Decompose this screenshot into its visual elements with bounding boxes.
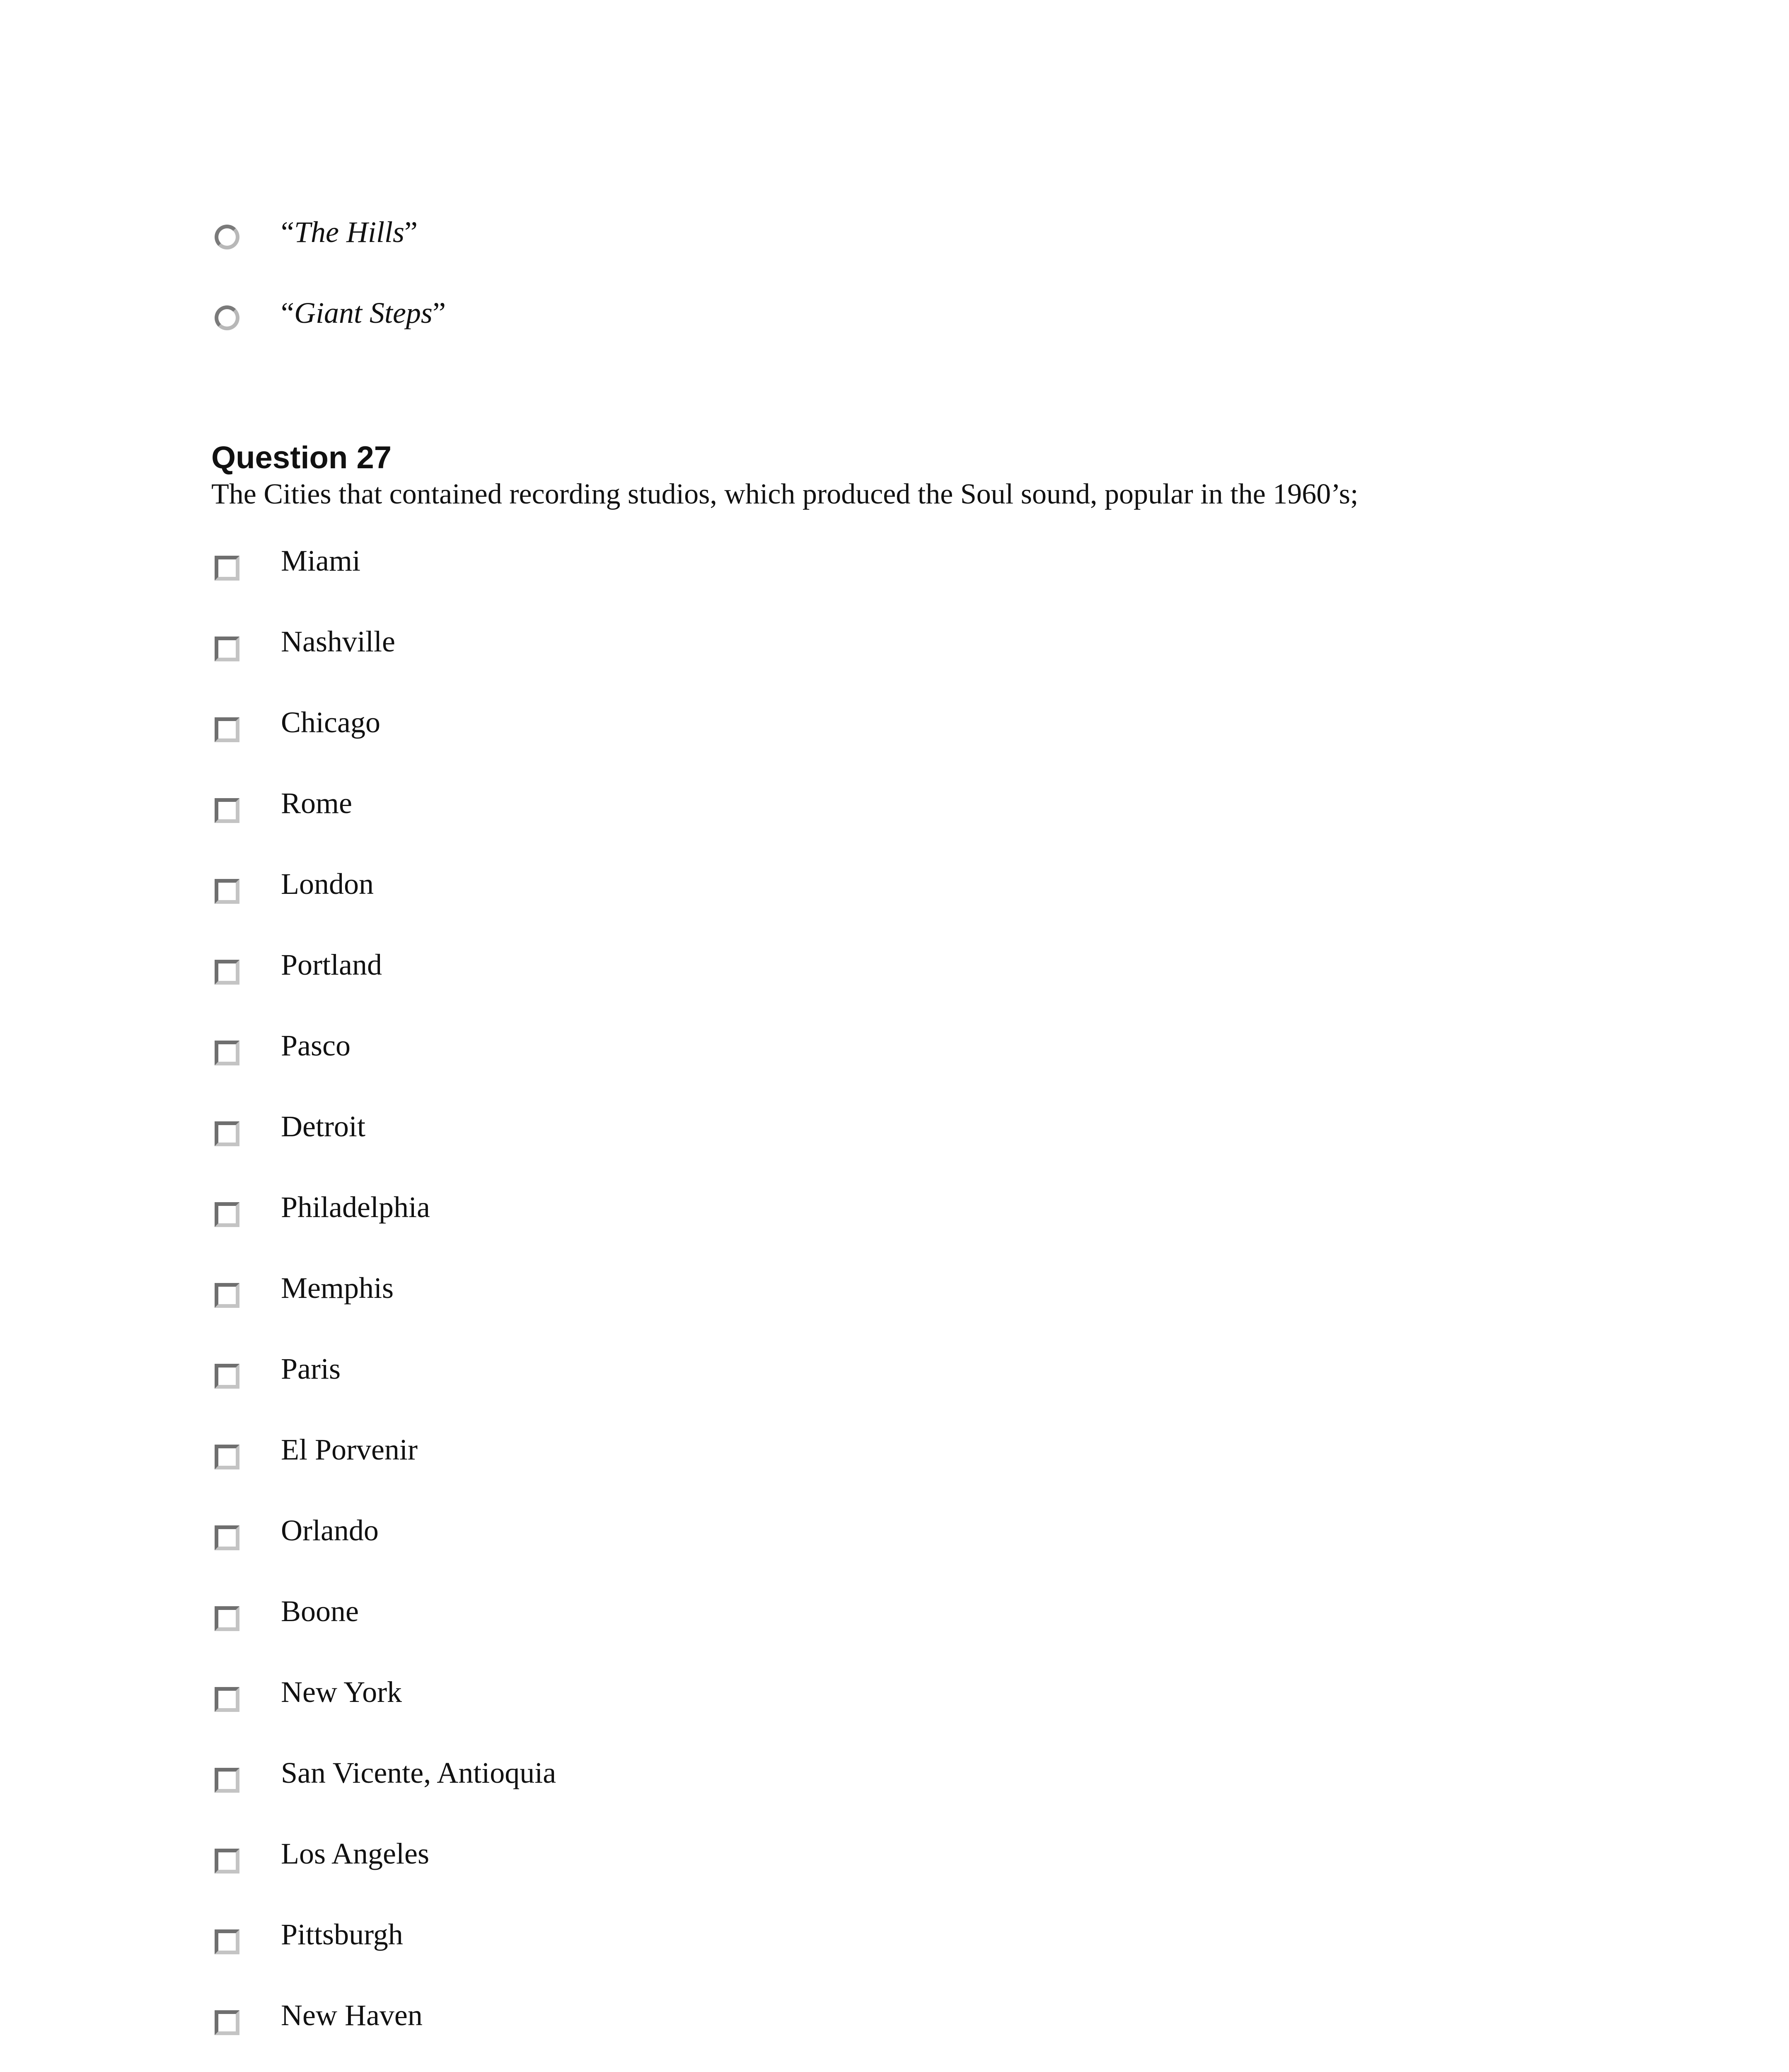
checkbox-option-label: Pittsburgh bbox=[281, 1918, 403, 1951]
checkbox-option[interactable] bbox=[215, 1267, 1209, 1348]
checkbox-icon[interactable] bbox=[215, 1283, 239, 1308]
checkbox-option[interactable] bbox=[215, 1429, 1209, 1510]
checkbox-option-label: Philadelphia bbox=[281, 1191, 430, 1224]
checkbox-option-label: New Haven bbox=[281, 1999, 423, 2032]
checkbox-option-label: Chicago bbox=[281, 706, 380, 739]
checkbox-icon[interactable] bbox=[215, 637, 239, 661]
radio-option-the-hills[interactable] bbox=[215, 211, 1043, 261]
checkbox-option[interactable] bbox=[215, 782, 1209, 863]
checkbox-option-label: Detroit bbox=[281, 1110, 365, 1143]
checkbox-icon[interactable] bbox=[215, 1445, 239, 1469]
checkbox-option-label: Miami bbox=[281, 544, 360, 577]
checkbox-option-label: London bbox=[281, 867, 374, 900]
checkbox-icon[interactable] bbox=[215, 556, 239, 581]
checkbox-option[interactable] bbox=[215, 1106, 1209, 1186]
checkbox-icon[interactable] bbox=[215, 2010, 239, 2035]
checkbox-icon[interactable] bbox=[215, 1202, 239, 1227]
checkbox-icon[interactable] bbox=[215, 1606, 239, 1631]
checkbox-option[interactable] bbox=[215, 944, 1209, 1025]
checkbox-option-label: Paris bbox=[281, 1352, 341, 1385]
checkbox-icon[interactable] bbox=[215, 1121, 239, 1146]
checkbox-icon[interactable] bbox=[215, 1687, 239, 1712]
checkbox-option[interactable] bbox=[215, 1995, 1209, 2072]
question-title: Question 27 bbox=[211, 440, 392, 475]
answer-options-list bbox=[215, 540, 1209, 2072]
checkbox-option[interactable] bbox=[215, 1590, 1209, 1671]
checkbox-option[interactable] bbox=[215, 1510, 1209, 1590]
checkbox-option[interactable] bbox=[215, 702, 1209, 782]
radio-option-label: “Giant Steps” bbox=[281, 296, 446, 329]
checkbox-icon[interactable] bbox=[215, 1929, 239, 1954]
checkbox-icon[interactable] bbox=[215, 717, 239, 742]
checkbox-icon[interactable] bbox=[215, 879, 239, 904]
checkbox-option[interactable] bbox=[215, 621, 1209, 702]
checkbox-option[interactable] bbox=[215, 1833, 1209, 1914]
checkbox-option-label: Memphis bbox=[281, 1271, 394, 1305]
checkbox-icon[interactable] bbox=[215, 1768, 239, 1793]
checkbox-option[interactable] bbox=[215, 540, 1209, 621]
checkbox-icon[interactable] bbox=[215, 960, 239, 985]
checkbox-icon[interactable] bbox=[215, 798, 239, 823]
radio-option-giant-steps[interactable] bbox=[215, 292, 1043, 342]
checkbox-option-label: Nashville bbox=[281, 625, 395, 658]
checkbox-option[interactable] bbox=[215, 1025, 1209, 1106]
radio-button-icon[interactable] bbox=[215, 225, 239, 249]
checkbox-icon[interactable] bbox=[215, 1849, 239, 1874]
checkbox-option[interactable] bbox=[215, 1348, 1209, 1429]
radio-option-label: “The Hills” bbox=[281, 215, 418, 249]
checkbox-icon[interactable] bbox=[215, 1041, 239, 1065]
checkbox-option[interactable] bbox=[215, 1186, 1209, 1267]
checkbox-icon[interactable] bbox=[215, 1364, 239, 1389]
checkbox-option-label: Orlando bbox=[281, 1514, 379, 1547]
checkbox-option-label: Pasco bbox=[281, 1029, 351, 1062]
checkbox-option[interactable] bbox=[215, 863, 1209, 944]
checkbox-option-label: New York bbox=[281, 1675, 402, 1709]
checkbox-option-label: Boone bbox=[281, 1595, 359, 1628]
checkbox-option[interactable] bbox=[215, 1671, 1209, 1752]
checkbox-option-label: Los Angeles bbox=[281, 1837, 429, 1870]
checkbox-option-label: Portland bbox=[281, 948, 382, 981]
question-text: The Cities that contained recording studios, which produced the Soul sound, popular in the 1960’s; bbox=[211, 478, 1359, 510]
radio-button-icon[interactable] bbox=[215, 305, 239, 330]
checkbox-option[interactable] bbox=[215, 1752, 1209, 1833]
checkbox-icon[interactable] bbox=[215, 1525, 239, 1550]
checkbox-option-label: Rome bbox=[281, 787, 352, 820]
checkbox-option-label: San Vicente, Antioquia bbox=[281, 1756, 556, 1789]
checkbox-option[interactable] bbox=[215, 1914, 1209, 1995]
checkbox-option-label: El Porvenir bbox=[281, 1433, 418, 1466]
